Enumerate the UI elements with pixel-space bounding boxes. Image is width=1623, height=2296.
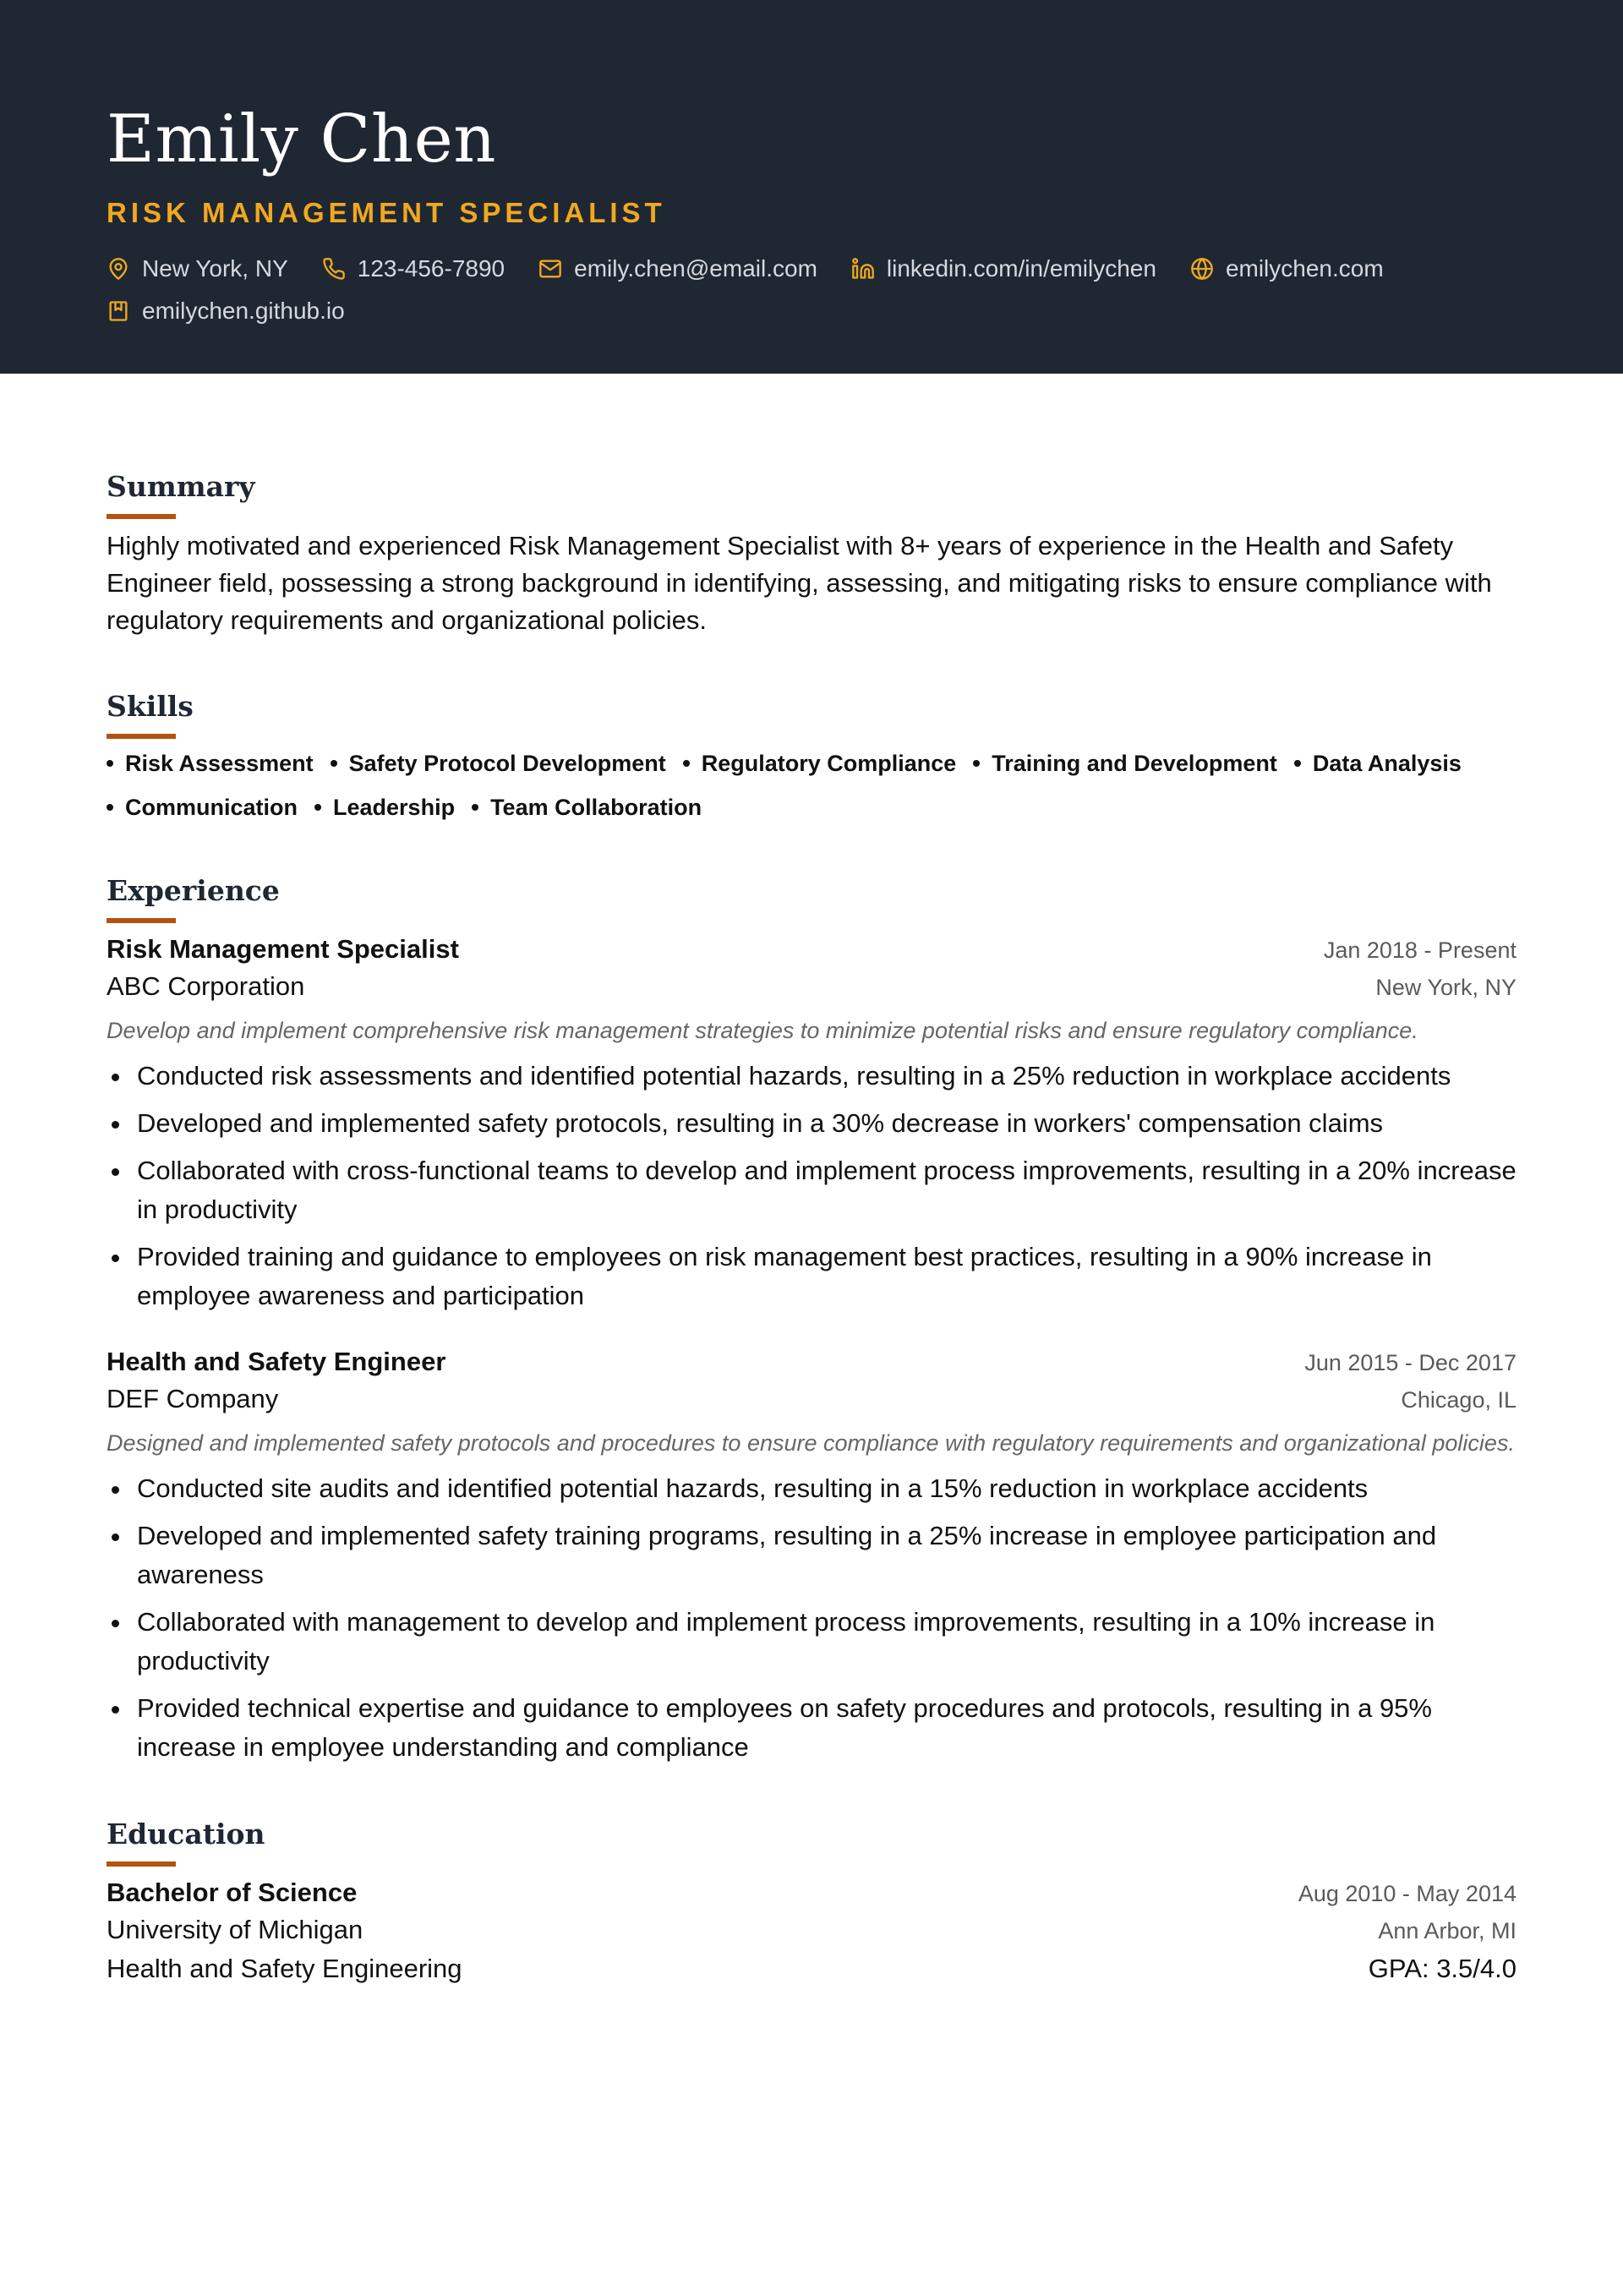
email-icon [538, 257, 562, 281]
contact-email-text: emily.chen@email.com [574, 255, 817, 282]
skills-heading: Skills [107, 690, 194, 723]
achievement-item: Conducted site audits and identified potential hazards, resulting in a 15% reduction in workplace accidents [107, 1469, 1516, 1508]
section-divider [107, 1861, 176, 1867]
education-heading: Education [107, 1818, 265, 1850]
achievement-item: Collaborated with management to develop and implement process improvements, resulting in a 10% increase in productivity [107, 1603, 1516, 1681]
job-company: ABC Corporation [107, 971, 305, 1001]
job-achievements [107, 1057, 1516, 1315]
skill-label: Leadership [333, 795, 456, 820]
skill-label: Risk Assessment [125, 751, 314, 776]
skill-label: Communication [125, 795, 298, 820]
bullet-dot [973, 760, 980, 767]
skill-item [973, 747, 1277, 779]
contact-linkedin-text: linkedin.com/in/emilychen [886, 255, 1156, 282]
skill-label: Regulatory Compliance [701, 751, 957, 776]
achievement-item: Collaborated with cross-functional teams to develop and implement process improvements, resulting in a 20% increase in productivity [107, 1151, 1516, 1229]
bullet-dot [1294, 760, 1301, 767]
skill-item [107, 747, 314, 779]
location-pin-icon [107, 257, 130, 281]
achievement-item: Provided technical expertise and guidance to employees on safety procedures and protocols, resulting in a 95% increase in employee understanding and compliance [107, 1689, 1516, 1767]
education-dates: Aug 2010 - May 2014 [1298, 1881, 1516, 1906]
section-divider [107, 514, 176, 519]
job-dates: Jan 2018 - Present [1323, 938, 1516, 963]
school-name: University of Michigan [107, 1915, 363, 1944]
bullet-dot [314, 804, 321, 811]
gpa-value: GPA: 3.5/4.0 [1368, 1954, 1516, 1983]
skills-list [107, 747, 1544, 823]
education-section [107, 1818, 1516, 1988]
job-dates: Jun 2015 - Dec 2017 [1304, 1350, 1516, 1375]
contact-github[interactable] [107, 296, 345, 326]
job-description: Develop and implement comprehensive risk management strategies to minimize potential risks and ensure regulatory compliance. [107, 1018, 1418, 1043]
contact-website-text: emilychen.com [1225, 255, 1384, 282]
skill-item [683, 747, 957, 779]
achievement-item: Developed and implemented safety training programs, resulting in a 25% increase in employee participation and awareness [107, 1517, 1516, 1594]
achievement-item: Developed and implemented safety protocols, resulting in a 30% decrease in workers' compensation claims [107, 1104, 1516, 1143]
globe-icon [1190, 257, 1214, 281]
skill-item [331, 747, 666, 779]
contact-list [107, 254, 1544, 326]
degree-name: Bachelor of Science [107, 1878, 358, 1907]
job-company: DEF Company [107, 1384, 279, 1413]
resume-body [0, 374, 1623, 1988]
skill-item [107, 791, 298, 823]
skill-item [314, 791, 455, 823]
job-achievements [107, 1469, 1516, 1767]
job-entry [107, 1344, 1516, 1767]
field-of-study: Health and Safety Engineering [107, 1954, 462, 1983]
section-divider [107, 918, 176, 923]
job-entry [107, 932, 1516, 1315]
bullet-dot [683, 760, 690, 767]
bullet-dot [472, 804, 478, 811]
bookmark-icon [107, 299, 130, 323]
summary-text: Highly motivated and experienced Risk Management Specialist with 8+ years of experience in the Health and Safety Engineer field, possessing a strong background in identifying, assessing, and mitigating risks to ensure compliance with regulatory requirements and organizational policies. [107, 531, 1492, 635]
bullet-dot [331, 760, 337, 767]
job-description: Designed and implemented safety protocols and procedures to ensure compliance with regulatory requirements and organizational policies. [107, 1430, 1515, 1456]
linkedin-icon [851, 257, 875, 281]
contact-website[interactable] [1190, 254, 1384, 284]
contact-phone-text: 123-456-7890 [357, 255, 505, 282]
job-location: New York, NY [1375, 975, 1516, 1000]
summary-heading: Summary [107, 470, 255, 503]
contact-phone[interactable] [322, 254, 505, 284]
contact-location-text: New York, NY [142, 255, 288, 282]
experience-heading: Experience [107, 874, 280, 907]
contact-linkedin[interactable] [851, 254, 1156, 284]
skills-section [107, 690, 1516, 823]
skill-label: Safety Protocol Development [348, 751, 666, 776]
skill-label: Training and Development [992, 751, 1277, 776]
experience-section [107, 874, 1516, 1767]
contact-email[interactable] [538, 254, 817, 284]
phone-icon [322, 257, 346, 281]
skill-item [1294, 747, 1462, 779]
achievement-item: Conducted risk assessments and identified potential hazards, resulting in a 25% reduction in workplace accidents [107, 1057, 1516, 1096]
summary-section [107, 470, 1516, 639]
candidate-name: Emily Chen [107, 101, 496, 178]
skill-label: Data Analysis [1312, 751, 1462, 776]
job-position: Health and Safety Engineer [107, 1347, 446, 1376]
section-divider [107, 734, 176, 739]
contact-github-text: emilychen.github.io [142, 298, 345, 324]
achievement-item: Provided training and guidance to employees on risk management best practices, resulting in a 90% increase in employee awareness and participation [107, 1238, 1516, 1315]
bullet-dot [107, 804, 113, 811]
resume-header [0, 0, 1623, 374]
contact-location [107, 254, 288, 284]
job-title-heading: RISK MANAGEMENT SPECIALIST [107, 197, 666, 228]
bullet-dot [107, 760, 113, 767]
job-location: Chicago, IL [1401, 1387, 1516, 1413]
job-position: Risk Management Specialist [107, 934, 459, 964]
skill-item [472, 791, 702, 823]
school-location: Ann Arbor, MI [1378, 1918, 1516, 1943]
skill-label: Team Collaboration [490, 795, 702, 820]
